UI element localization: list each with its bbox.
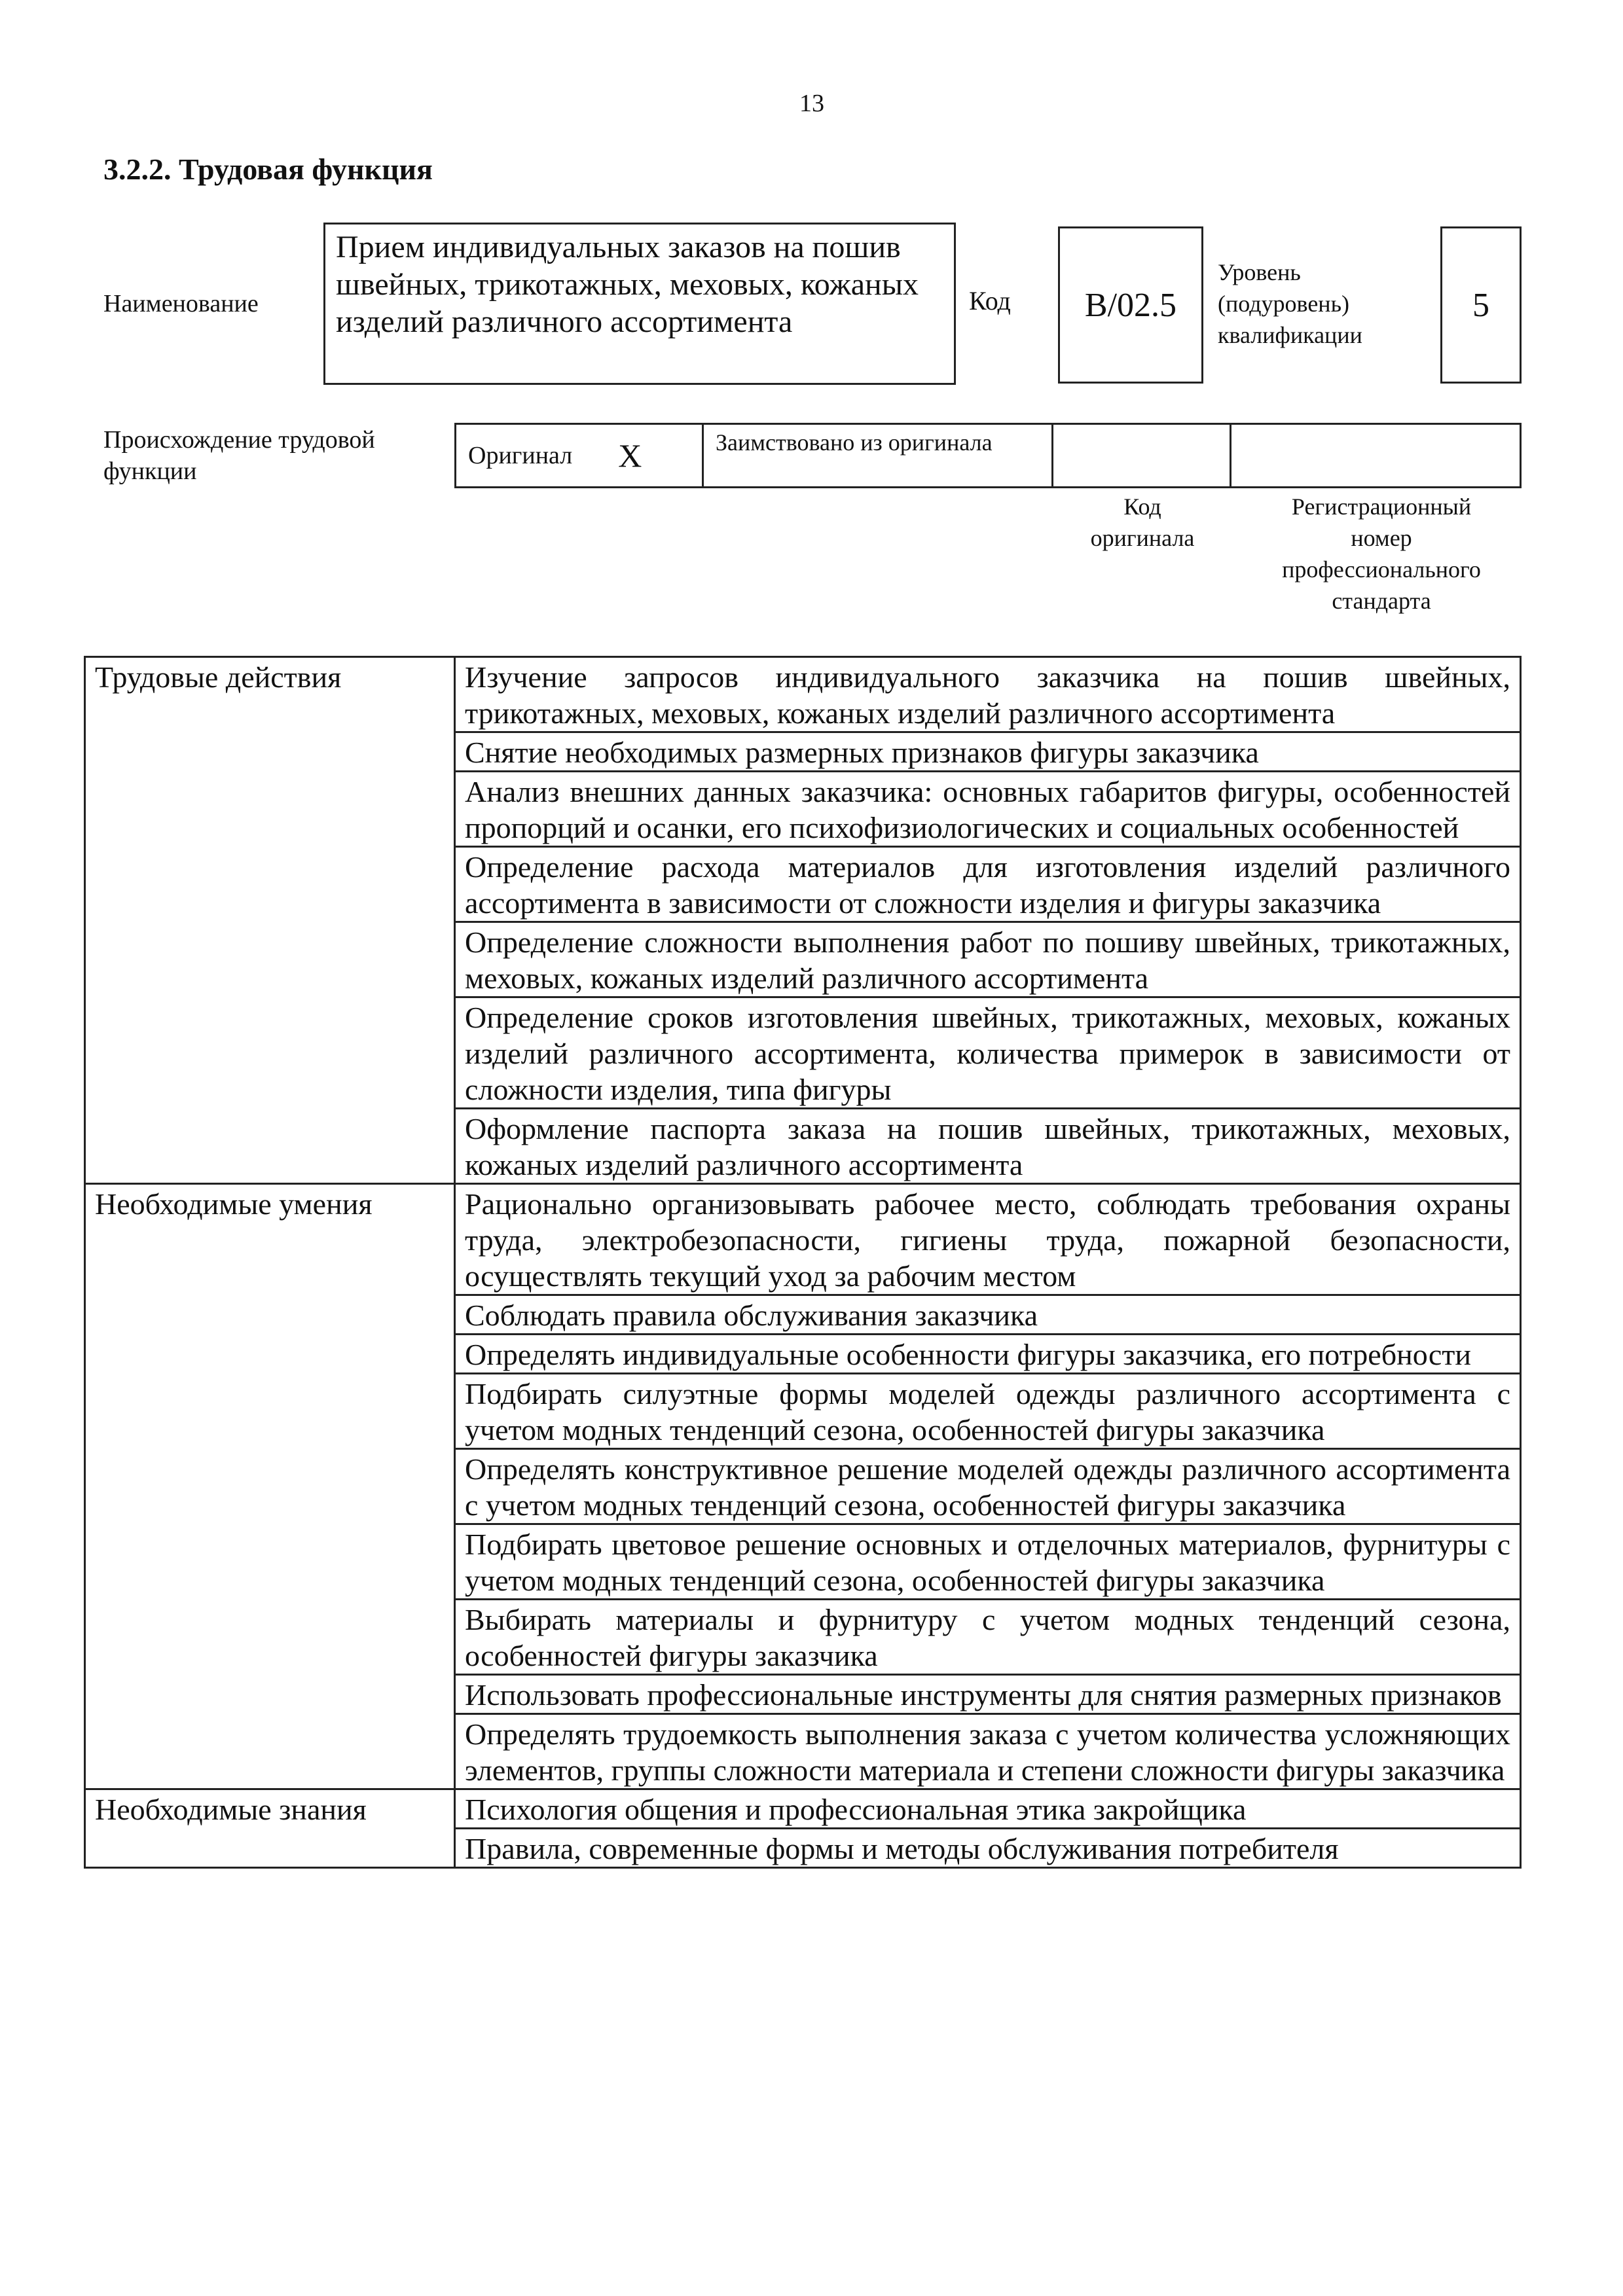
level-label-line: (подуровень) <box>1218 291 1349 317</box>
registration-number-cell <box>1231 425 1520 486</box>
section-item: Определять индивидуальные особенности фигуры заказчика, его потребности <box>455 1335 1521 1374</box>
table-row <box>85 1789 1521 1829</box>
section-item: Психология общения и профессиональная этика закройщика <box>455 1789 1521 1829</box>
caption-line: оригинала <box>1090 525 1195 551</box>
caption-line: Код <box>1123 493 1161 520</box>
name-label: Наименование <box>103 290 259 317</box>
section-item: Определять конструктивное решение моделей одежды различного ассортимента с учетом модных тенденций сезона, особенностей фигуры заказчика <box>455 1449 1521 1524</box>
section-heading: Трудовые действия <box>85 657 455 1184</box>
origin-row <box>454 423 1522 488</box>
original-mark: X <box>618 437 642 474</box>
origin-label <box>103 424 375 487</box>
original-cell <box>456 425 704 486</box>
caption-registration-number <box>1244 491 1519 617</box>
level-value-box: 5 <box>1440 226 1522 384</box>
section-item: Снятие необходимых размерных признаков фигуры заказчика <box>455 732 1521 772</box>
section-item: Изучение запросов индивидуального заказчика на пошив швейных, трикотажных, меховых, кожаных изделий различного ассортимента <box>455 657 1521 732</box>
section-item: Определение расхода материалов для изготовления изделий различного ассортимента в зависимости от сложности изделия и фигуры заказчика <box>455 847 1521 922</box>
level-label <box>1218 257 1362 351</box>
page-number: 13 <box>799 90 824 117</box>
caption-line: стандарта <box>1332 588 1431 614</box>
table-row <box>85 657 1521 732</box>
section-item: Рационально организовывать рабочее место, соблюдать требования охраны труда, электробезопасности, гигиены труда, пожарной безопасности, осуществлять текущий уход за рабочим местом <box>455 1184 1521 1295</box>
section-item: Анализ внешних данных заказчика: основных габаритов фигуры, особенностей пропорций и осанки, его психофизиологических и социальных особенностей <box>455 772 1521 847</box>
function-details-table <box>84 656 1522 1869</box>
section-item: Определение сложности выполнения работ по пошиву швейных, трикотажных, меховых, кожаных изделий различного ассортимента <box>455 922 1521 997</box>
section-item: Соблюдать правила обслуживания заказчика <box>455 1295 1521 1335</box>
section-item: Выбирать материалы и фурнитуру с учетом модных тенденций сезона, особенностей фигуры заказчика <box>455 1600 1521 1675</box>
section-heading: Необходимые знания <box>85 1789 455 1868</box>
caption-line: Регистрационный <box>1291 493 1472 520</box>
code-value-box: B/02.5 <box>1058 226 1203 384</box>
section-item: Подбирать цветовое решение основных и отделочных материалов, фурнитуры с учетом модных тенденций сезона, особенностей фигуры заказчика <box>455 1524 1521 1600</box>
section-item: Оформление паспорта заказа на пошив швейных, трикотажных, меховых, кожаных изделий различного ассортимента <box>455 1109 1521 1184</box>
table-row <box>85 1184 1521 1295</box>
original-code-cell <box>1053 425 1231 486</box>
borrowed-cell: Заимствовано из оригинала <box>704 425 1053 486</box>
section-heading: Необходимые умения <box>85 1184 455 1789</box>
caption-line: профессионального <box>1282 556 1481 583</box>
caption-line: номер <box>1351 525 1412 551</box>
caption-original-code <box>1054 491 1231 554</box>
section-item: Определять трудоемкость выполнения заказа с учетом количества усложняющих элементов, группы сложности материала и степени сложности фигуры заказчика <box>455 1714 1521 1789</box>
function-name-box: Прием индивидуальных заказов на пошив швейных, трикотажных, меховых, кожаных изделий различного ассортимента <box>323 223 956 385</box>
code-label: Код <box>969 286 1011 315</box>
section-title: 3.2.2. Трудовая функция <box>103 152 433 186</box>
section-item: Правила, современные формы и методы обслуживания потребителя <box>455 1829 1521 1868</box>
original-label: Оригинал <box>468 442 573 469</box>
origin-label-line: функции <box>103 457 197 485</box>
level-label-line: квалификации <box>1218 322 1362 348</box>
level-label-line: Уровень <box>1218 259 1301 285</box>
origin-label-line: Происхождение трудовой <box>103 426 375 454</box>
section-item: Использовать профессиональные инструменты для снятия размерных признаков <box>455 1675 1521 1714</box>
section-item: Подбирать силуэтные формы моделей одежды различного ассортимента с учетом модных тенденций сезона, особенностей фигуры заказчика <box>455 1374 1521 1449</box>
section-item: Определение сроков изготовления швейных, трикотажных, меховых, кожаных изделий различного ассортимента, количества примерок в зависимости от сложности изделия, типа фигуры <box>455 997 1521 1109</box>
